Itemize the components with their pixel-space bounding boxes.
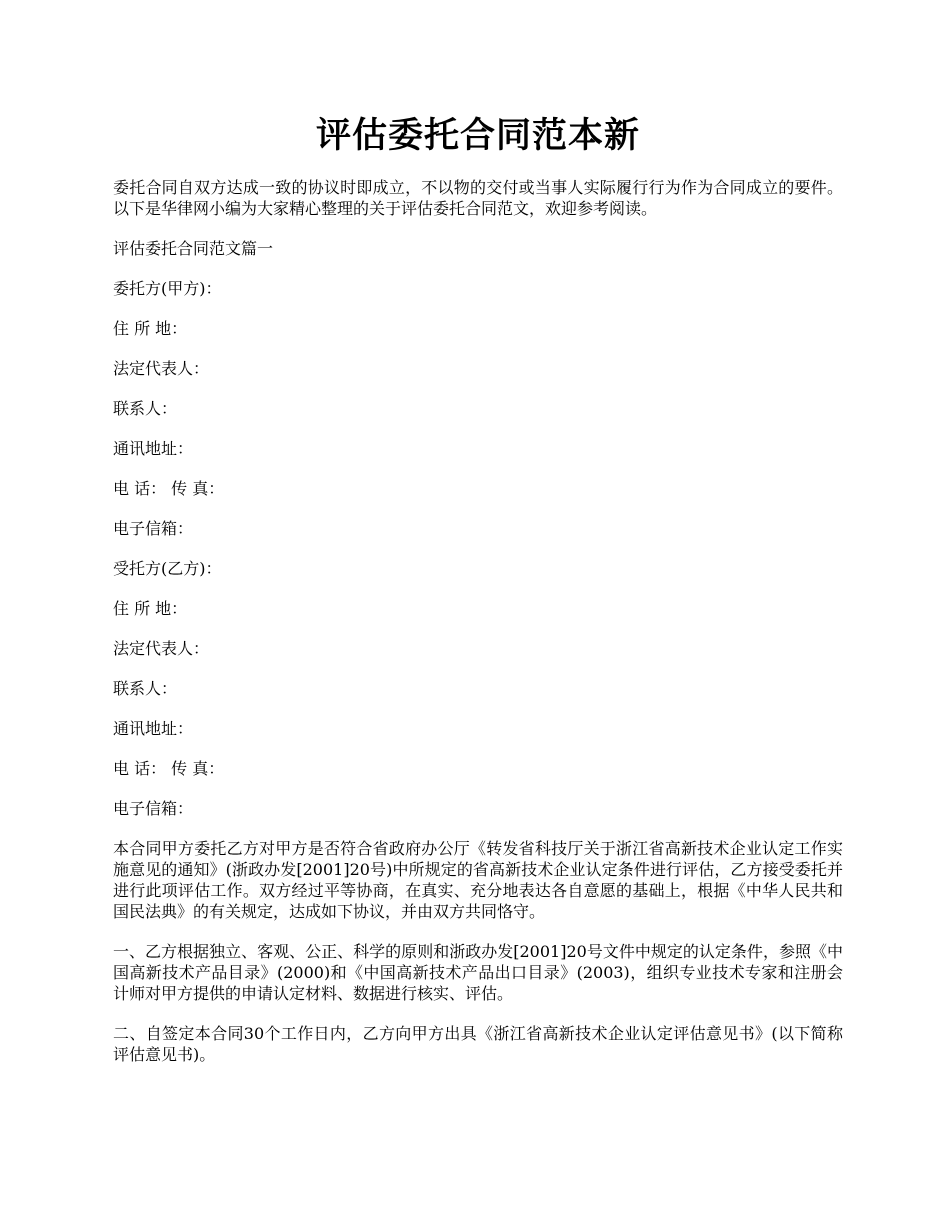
party-a-phone-fax: 电 话： 传 真： <box>113 479 225 498</box>
clause-2: 二、自签定本合同30个工作日内，乙方向甲方出具《浙江省高新技术企业认定评估意见书》(以下简称评估意见书)。 <box>113 1024 843 1064</box>
party-b-phone-fax: 电 话： 传 真： <box>113 759 225 778</box>
intro-paragraph: 委托合同自双方达成一致的协议时即成立，不以物的交付或当事人实际履行行为作为合同成立的要件。以下是华律网小编为大家精心整理的关于评估委托合同范文，欢迎参考阅读。 <box>113 178 843 218</box>
party-b-contact: 联系人： <box>113 679 178 698</box>
party-b-address: 住 所 地： <box>113 599 188 618</box>
party-a-label: 委托方(甲方)： <box>113 279 222 298</box>
section-heading: 评估委托合同范文篇一 <box>113 239 274 258</box>
party-a-address: 住 所 地： <box>113 319 188 338</box>
clause-1: 一、乙方根据独立、客观、公正、科学的原则和浙政办发[2001]20号文件中规定的认定条件，参照《中国高新技术产品目录》(2000)和《中国高新技术产品出口目录》(2003)，组织专业技术专家和注册会计师对甲方提供的申请认定材料、数据进行核实、评估。 <box>113 942 843 1003</box>
party-a-email: 电子信箱： <box>113 519 194 538</box>
party-b-legal-rep: 法定代表人： <box>113 639 210 658</box>
party-a-legal-rep: 法定代表人： <box>113 359 210 378</box>
party-a-contact: 联系人： <box>113 399 178 418</box>
party-b-label: 受托方(乙方)： <box>113 559 222 578</box>
document-page <box>113 110 843 1084</box>
document-title: 评估委托合同范本新 <box>315 115 640 156</box>
party-b-mail-address: 通讯地址： <box>113 719 194 738</box>
party-b-email: 电子信箱： <box>113 799 194 818</box>
body-paragraph: 本合同甲方委托乙方对甲方是否符合省政府办公厅《转发省科技厅关于浙江省高新技术企业认定工作实施意见的通知》(浙政办发[2001]20号)中所规定的省高新技术企业认定条件进行评估，乙方接受委托并进行此项评估工作。双方经过平等协商，在真实、充分地表达各自意愿的基础上，根据《中华人民共和国民法典》的有关规定，达成如下协议，并由双方共同恪守。 <box>113 839 843 921</box>
party-a-mail-address: 通讯地址： <box>113 439 194 458</box>
